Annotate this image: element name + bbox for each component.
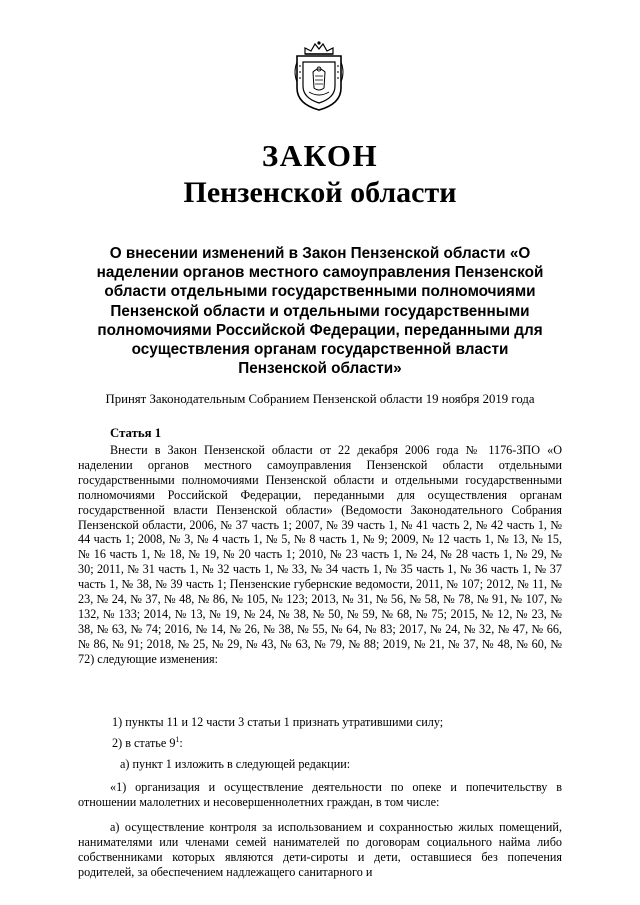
article-intro-paragraph: Внести в Закон Пензенской области от 22 декабря 2006 года № 1176-ЗПО «О наделении органов местного самоуправления Пензенской области отдельными государственными полномочиями Пензенской области и отдельными государственными полномочиями Российской Федерации, переданными для осуществления органам государственной власти Пензенской области» (Ведомости Законодательного Собрания Пензенской области, 2006, № 37 часть 1; 2007, № 39 часть 1, № 41 часть 2, № 42 часть 1, № 44 часть 1; 2008, № 3, № 4 часть 1, № 5, № 8 часть 1, № 9; 2009, № 12 часть 1, № 13, № 15, № 16 часть 1, № 18, № 19, № 20 часть 1; 2010, № 23 часть 1, № 24, № 28 часть 1, № 29, № 30; 2011, № 31 часть 1, № 32 часть 1, № 33, № 34 часть 1, № 35 часть 1, № 36 часть 1, № 37 часть 1, № 38, № 39 часть 1; Пензенские губернские ведомости, 2011, № 107; 2012, № 11, № 23, № 24, № 37, № 48, № 86, № 105, № 123; 2013, № 31, № 56, № 58, № 78, № 91, № 107, № 132, № 133; 2014, № 13, № 19, № 24, № 38, № 50, № 59, № 68, № 75; 2015, № 12, № 23, № 38, № 63, № 74; 2016, № 14, № 26, № 38, № 55, № 64, № 83; 2017, № 24, № 32, № 47, № 66, № 86, № 91; 2018, № 25, № 29, № 43, № 63, № 79, № 88; 2019, № 21, № 37, № 48, № 60, № 72) следующие изменения:: [78, 443, 562, 666]
article-title: Статья 1: [110, 426, 162, 440]
adoption-statement: Принят Законодательным Собранием Пензенской области 19 ноября 2019 года: [105, 392, 535, 406]
article-number-superscript: 1: [175, 735, 180, 744]
amendment-subitem-a: а) пункт 1 изложить в следующей редакции:: [120, 757, 351, 771]
law-heading: О внесении изменений в Закон Пензенской области «О наделении органов местного самоуправления Пензенской области отдельными государственными полномочиями Пензенской области и отдельными государственными полномочиями Российской Федерации, переданными для осуществления органам государственной власти Пензенской области»: [96, 245, 544, 378]
issuing-region-title: Пензенской области: [183, 176, 457, 209]
new-wording-subitem-a: а) осуществление контроля за использованием и сохранностью жилых помещений, нанимателями или членами семей нанимателей по договорам социального найма либо собственниками которых являются дети-сироты и дети, оставшиеся без попечения родителей, за обеспечением надлежащего санитарного и: [78, 820, 562, 879]
amendment-item-2-colon: :: [179, 736, 183, 750]
new-wording-paragraph: «1) организация и осуществление деятельности по опеке и попечительству в отношении малолетних и несовершеннолетних граждан, в том числе:: [78, 780, 562, 809]
amendment-item-2: [112, 736, 183, 751]
coat-of-arms-emblem: [291, 40, 347, 112]
document-type-title: ЗАКОН: [261, 138, 379, 173]
amendment-item-2-text: 2) в статье 9: [112, 736, 176, 750]
article-body: [78, 443, 562, 667]
amendment-item-1: 1) пункты 11 и 12 части 3 статьи 1 признать утратившими силу;: [112, 715, 444, 729]
